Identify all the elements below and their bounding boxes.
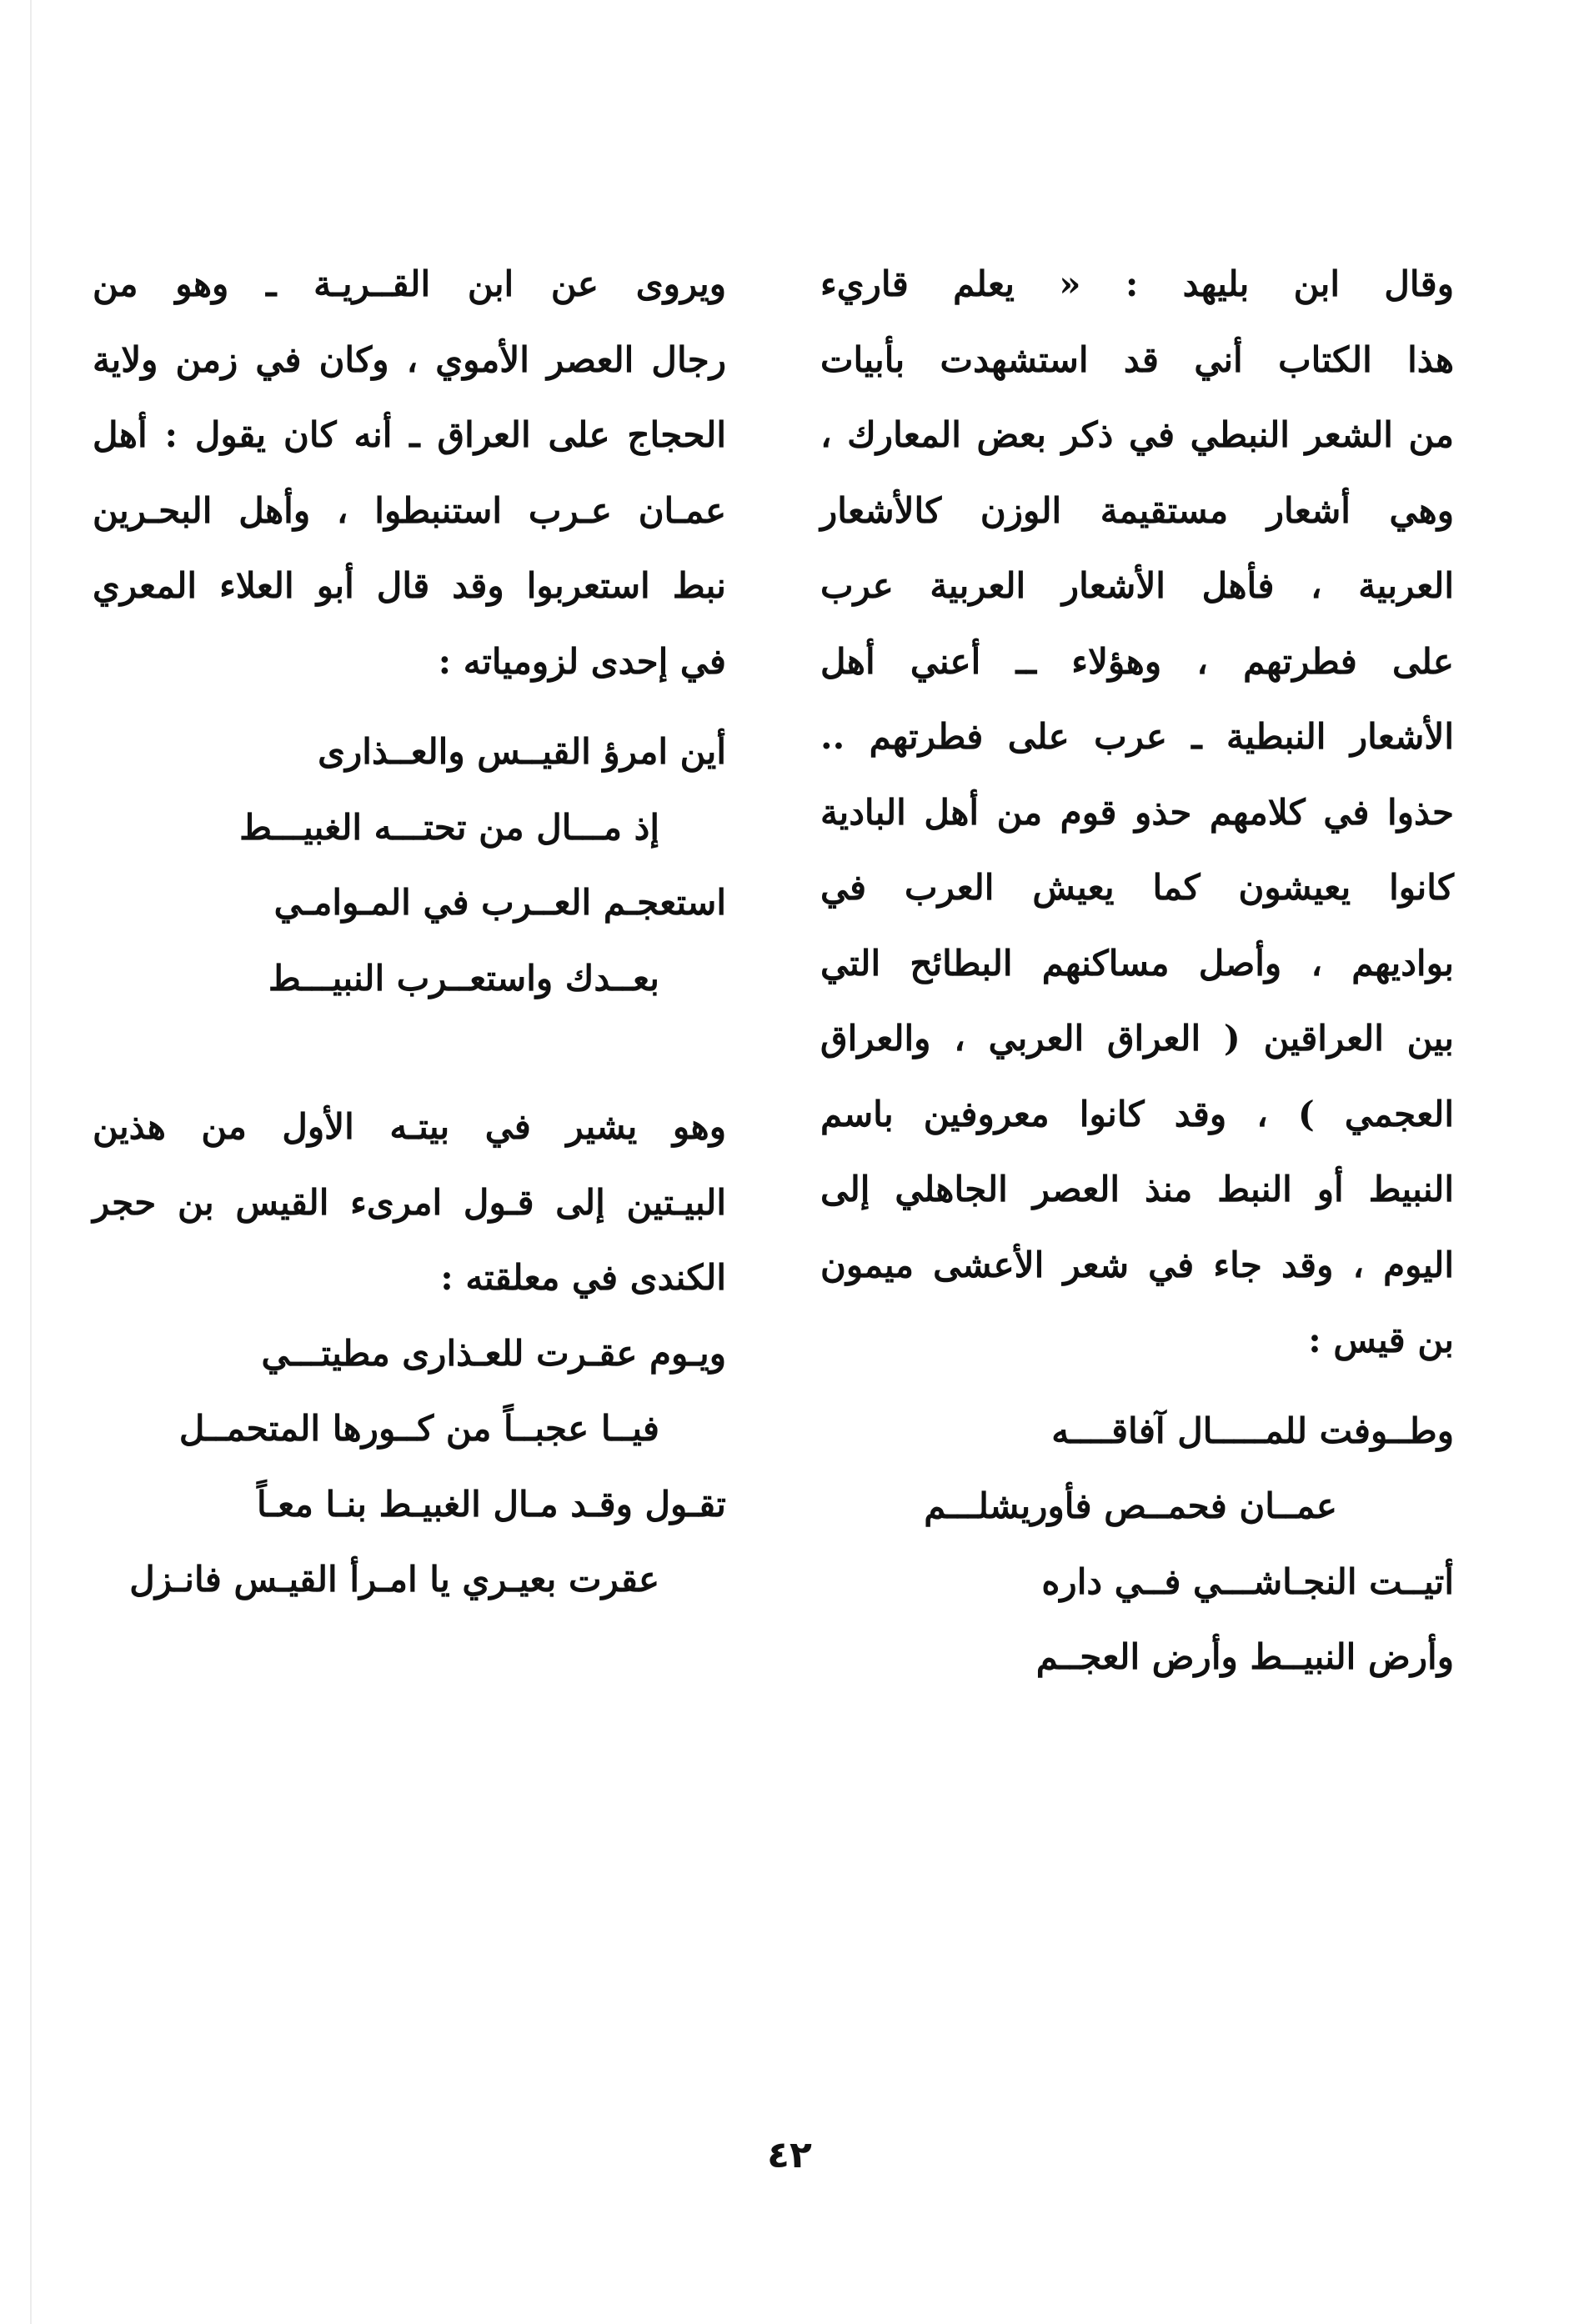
text-line: الكندى في معلقته : [440,1257,726,1298]
right-poem [820,1394,1454,1695]
left-column [93,247,726,1618]
poem-verse: استعجـم العــرب في المـوامـي [273,882,726,923]
poem-verse: عقرت بعيـري يا امـرأ القيـس فانـزل [129,1559,659,1600]
text-line: عمـان عـرب استنبطوا ، وأهل البحـرين [93,489,726,531]
right-paragraph [820,247,1454,1379]
poem-verse: وطــوفت للمـــــال آفاقــــه [1051,1410,1454,1451]
text-line: هذا الكتاب أني قد استشهدت بأبيات [820,338,1454,380]
text-line: العربية ، فأهل الأشعار العربية عرب [820,565,1454,606]
poem-verse: عمــان فحمــص فأوريشلـــم [924,1485,1337,1526]
left-poem-1 [93,714,726,1016]
left-poem-2 [93,1316,726,1618]
right-column [820,247,1454,1695]
poem-verse: وأرض النبيــط وأرض العجــم [1035,1636,1454,1677]
text-line: الحجاج على العراق ـ أنه كان يقول : أهل [93,414,726,455]
text-line: بواديهم ، وأصل مساكنهم البطائح التي [820,942,1454,984]
text-line: الأشعار النبطية ـ عرب على فطرتهم .. [820,716,1454,757]
text-line: نبط استعربوا وقد قال أبو العلاء المعري [93,565,726,606]
poem-verse: بعــدك واستعــرب النبيـــط [268,957,659,999]
text-line: رجال العصر الأموي ، وكان في زمن ولاية [93,338,726,380]
text-line: العجمي ) ، وقد كانوا معروفين باسم [820,1093,1454,1134]
left-paragraph-1 [93,247,726,699]
poem-verse: أتيــت النجـاشـــي فــي داره [1041,1560,1454,1602]
text-line: كانوا يعيشون كما يعيش العرب في [820,867,1454,908]
poem-verse: تقـول وقـد مـال الغبيـط بنـا معـاً [257,1483,726,1525]
page-number: ٤٢ [767,2134,812,2176]
left-paragraph-2 [93,1089,726,1316]
text-line: النبيط أو النبط منذ العصر الجاهلي إلى [820,1169,1454,1210]
text-line: اليوم ، وقد جاء في شعر الأعشى ميمون [820,1244,1454,1285]
text-line: البيـتين إلى قـول امرىء القيس بن حجر [93,1181,726,1223]
poem-verse: فيــا عجبــاً من كــورها المتحمــل [178,1408,659,1449]
text-line: في إحدى لزومياته : [438,640,726,682]
text-line: على فطرتهم ، وهؤلاء ــ أعني أهل [820,640,1454,682]
text-line: بين العراقين ( العراق العربي ، والعراق [820,1018,1454,1059]
text-line: وهي أشعار مستقيمة الوزن كالأشعار [820,489,1454,531]
text-line: من الشعر النبطي في ذكر بعض المعارك ، [820,414,1454,455]
poem-verse: أين امرؤ القيــس والعــذارى [318,731,726,772]
text-line: وقال ابن بليهد : « يعلم قاريء [820,263,1454,304]
text-line: حذوا في كلامهم حذو قوم من أهل البادية [820,791,1454,833]
text-line: ويروى عن ابن القــريـة ـ وهو من [93,263,726,304]
page-edge-shadow [30,0,32,2324]
text-line: بن قيس : [1308,1320,1454,1360]
text-line: وهو يشير في بيتـه الأول من هذين [93,1106,726,1147]
poem-verse: ويـوم عقـرت للعـذارى مطيتـــي [261,1332,726,1374]
poem-verse: إذ مـــال من تحتـــه الغبيـــط [239,806,659,848]
